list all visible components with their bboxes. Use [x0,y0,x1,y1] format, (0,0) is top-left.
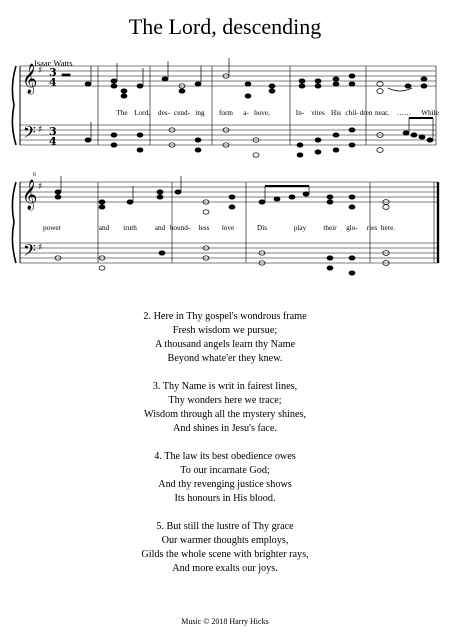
lyric-syllable: love [221,224,235,232]
brace [12,66,16,145]
half-rest [62,74,70,76]
svg-text:3: 3 [49,66,57,79]
verse-line: Beyond whate'er they knew. [167,353,283,364]
treble-clef: 𝄞 [22,64,38,94]
verse-line: Its honours in His blood. [174,493,276,504]
svg-text:♯: ♯ [38,243,43,253]
lyric-syllable: power [43,224,61,232]
verse-line: Gilds the whole scene with brighter rays, [141,549,309,560]
lyric-syllable: a- [243,109,249,117]
lyric-syllable: here. [380,224,396,232]
verses-block [0,310,450,590]
verse-line: And thy revenging justice shows [158,479,292,490]
verse-stanza [0,520,450,576]
composer-credit: Isaac Watts [34,58,73,68]
lyric-syllable: cend- [174,109,190,117]
lyric-syllable: truth [123,224,137,232]
lyric-syllable: less [198,224,210,232]
lyric-syllable: While [421,109,439,117]
bass-staff-2 [20,243,438,263]
music-score [0,0,450,300]
lyric-syllable: vites [311,109,325,117]
lyric-syllable: His [331,109,341,117]
treble-clef: 𝄞 [22,180,38,210]
system-2 [12,182,438,263]
lyric-syllable: their [323,224,337,232]
verse-line: Our warmer thoughts employs, [161,535,289,546]
lyric-syllable: des- [158,109,170,117]
lyric-syllable: In- [295,109,305,117]
sharp-key-signature: ♯ [38,66,43,76]
bass-clef: 𝄢 [23,122,36,146]
lyric-syllable: The [116,109,128,117]
verse-stanza [0,380,450,436]
verse-line: Fresh wisdom we pursue; [172,325,278,336]
lyric-syllable: dren [359,109,373,117]
svg-text:3: 3 [49,125,57,138]
lyric-syllable: bove, [254,109,270,117]
verse-line: 4. The law its best obedience owes [154,451,296,462]
lyric-syllable: glo- [346,224,358,232]
verse-stanza [0,310,450,366]
lyric-syllable: bound- [169,224,191,232]
lyric-syllable: ries [366,224,378,232]
lyric-syllable: near, [375,109,389,117]
notes-system-1 [62,58,433,157]
lyric-syllable: chil- [345,109,359,117]
svg-text:4: 4 [49,76,57,89]
lyric-syllable: Lord, [134,109,150,117]
lyric-syllable: ing [195,109,205,117]
treble-staff-2 [20,182,438,202]
lyric-syllable: play [293,224,307,232]
measure-number: 6 [33,172,36,178]
verse-stanza [0,450,450,506]
verse-line: Thy wonders here we trace; [168,395,282,406]
hymn-title: The Lord, descending [128,14,322,39]
lyric-syllable: …… [396,109,412,117]
svg-text:4: 4 [49,135,57,148]
lyric-syllable: form [219,109,233,117]
verse-line: 2. Here in Thy gospel's wondrous frame [143,311,307,322]
verse-line: To our incarnate God; [180,465,270,476]
verse-line: And more exalts our joys. [172,563,278,574]
svg-text:♯: ♯ [38,182,43,192]
bass-clef: 𝄢 [23,240,36,264]
lyric-syllable: Dis [257,224,267,232]
sharp-key-signature: ♯ [38,125,43,135]
copyright-footer: Music © 2018 Harry Hicks [181,617,269,626]
lyric-syllable: and [98,224,110,232]
verse-line: Wisdom through all the mystery shines, [143,409,306,420]
verse-line: 3. Thy Name is writ in fairest lines, [152,381,298,392]
verse-line: 5. But still the lustre of Thy grace [156,521,294,532]
lyric-syllable: and [154,224,166,232]
verse-line: A thousand angels learn thy Name [154,339,296,350]
verse-line: And shines in Jesu's face. [173,423,277,434]
treble-staff-1 [20,66,436,86]
